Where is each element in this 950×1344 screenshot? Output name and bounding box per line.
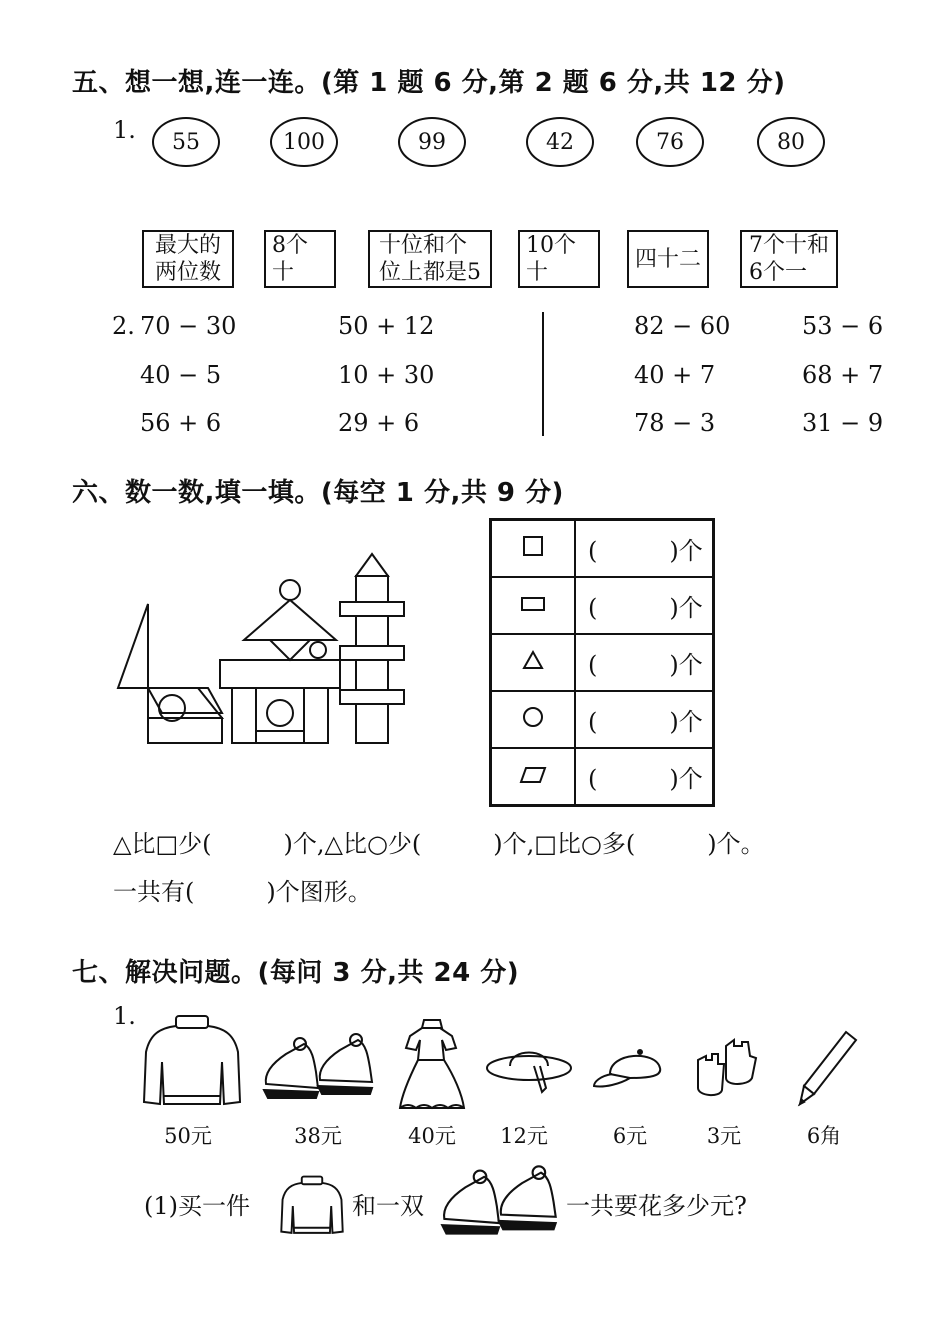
- number-oval[interactable]: 99: [398, 117, 466, 167]
- sub-question-1c: 一共要花多少元?: [566, 1192, 747, 1220]
- description-box[interactable]: [627, 230, 709, 288]
- description-box[interactable]: [518, 230, 600, 288]
- square-block: [356, 576, 388, 602]
- cap-icon: [590, 1044, 666, 1094]
- box-line: 四十二: [635, 246, 702, 272]
- sweater-icon: [140, 1012, 244, 1112]
- section6-heading: 六、数一数,填一填。(每空 1 分,共 9 分): [72, 478, 564, 508]
- circle-icon: [491, 691, 576, 748]
- expression[interactable]: 70 − 30: [140, 312, 237, 340]
- triangle-block: [356, 554, 388, 576]
- box-line: 10个十: [526, 233, 576, 285]
- expression[interactable]: 78 − 3: [634, 409, 716, 437]
- circle-block: [310, 642, 326, 658]
- triangle-icon: [491, 634, 576, 691]
- box-line: 十位和个: [379, 233, 468, 258]
- number-oval[interactable]: 76: [636, 117, 704, 167]
- expression[interactable]: 53 − 6: [802, 312, 884, 340]
- square-block: [356, 616, 388, 646]
- price-label: 6元: [612, 1124, 648, 1148]
- rect-block: [220, 660, 340, 688]
- circle-block: [267, 700, 293, 726]
- rect-block: [340, 646, 404, 660]
- shoes-icon: [260, 1032, 378, 1102]
- table-row: [491, 520, 714, 578]
- rect-block: [356, 704, 388, 743]
- section5-heading: 五、想一想,连一连。(第 1 题 6 分,第 2 题 6 分,共 12 分): [72, 68, 786, 98]
- price-label: 50元: [164, 1124, 212, 1148]
- box-line: 6个一: [749, 260, 807, 285]
- sun-hat-icon: [484, 1036, 574, 1098]
- sweater-icon: [278, 1174, 346, 1238]
- q1-label: 1.: [113, 1002, 136, 1030]
- table-row: [491, 634, 714, 691]
- rect-block: [340, 602, 404, 616]
- shoes-icon: [438, 1164, 562, 1238]
- triangle-block: [244, 600, 336, 640]
- description-box[interactable]: [264, 230, 336, 288]
- triangle-block: [118, 604, 148, 688]
- dress-icon: [396, 1016, 468, 1114]
- table-row: [491, 691, 714, 748]
- number-oval[interactable]: 80: [757, 117, 825, 167]
- circle-block: [280, 580, 300, 600]
- q2-label: 2.: [112, 312, 135, 340]
- expression[interactable]: 40 − 5: [140, 361, 222, 389]
- sub-question-1a: (1)买一件: [144, 1192, 250, 1220]
- expression[interactable]: 31 − 9: [802, 409, 884, 437]
- sub-question-1b: 和一双: [352, 1192, 424, 1220]
- expression[interactable]: 29 + 6: [338, 409, 420, 437]
- shape-count-table: [489, 518, 715, 807]
- number-oval[interactable]: 100: [270, 117, 338, 167]
- count-blank[interactable]: ( )个: [575, 748, 713, 806]
- box-line: 7个十和: [749, 233, 829, 258]
- rect-block: [340, 690, 404, 704]
- number-oval[interactable]: 42: [526, 117, 594, 167]
- expression[interactable]: 56 + 6: [140, 409, 222, 437]
- box-line: 8个十: [272, 233, 308, 285]
- price-label: 12元: [500, 1124, 548, 1148]
- square-block: [356, 660, 388, 690]
- count-blank[interactable]: ( )个: [575, 577, 713, 634]
- expression[interactable]: 50 + 12: [338, 312, 435, 340]
- price-label: 3元: [706, 1124, 742, 1148]
- rectangle-icon: [491, 577, 576, 634]
- q1-label: 1.: [113, 116, 136, 144]
- compare-line[interactable]: △比□少( )个,△比○少( )个,□比○多( )个。: [113, 830, 765, 858]
- expression[interactable]: 40 + 7: [634, 361, 716, 389]
- price-label: 38元: [294, 1124, 342, 1148]
- expression[interactable]: 10 + 30: [338, 361, 435, 389]
- count-blank[interactable]: ( )个: [575, 520, 713, 578]
- gloves-icon: [690, 1030, 762, 1102]
- triangle-block: [270, 640, 310, 660]
- description-box[interactable]: [368, 230, 492, 288]
- count-blank[interactable]: ( )个: [575, 691, 713, 748]
- box-line: 两位数: [154, 260, 221, 285]
- section7-heading: 七、解决问题。(每问 3 分,共 24 分): [72, 958, 520, 988]
- expression[interactable]: 68 + 7: [802, 361, 884, 389]
- expression[interactable]: 82 − 60: [634, 312, 731, 340]
- description-box[interactable]: [740, 230, 838, 288]
- number-oval[interactable]: 55: [152, 117, 220, 167]
- box-line: 最大的: [154, 233, 221, 258]
- pencil-icon: [796, 1028, 860, 1108]
- count-blank[interactable]: ( )个: [575, 634, 713, 691]
- table-row: [491, 748, 714, 806]
- price-label: 6角: [806, 1124, 842, 1148]
- box-line: 位上都是5: [379, 260, 481, 285]
- divider: [542, 312, 544, 436]
- table-row: [491, 577, 714, 634]
- block-figure: [110, 548, 430, 748]
- rect-block: [232, 688, 328, 743]
- total-line[interactable]: 一共有( )个图形。: [113, 878, 372, 906]
- rect-block: [148, 718, 222, 743]
- square-icon: [491, 520, 576, 578]
- price-label: 40元: [408, 1124, 456, 1148]
- parallelogram-icon: [491, 748, 576, 806]
- description-box[interactable]: [142, 230, 234, 288]
